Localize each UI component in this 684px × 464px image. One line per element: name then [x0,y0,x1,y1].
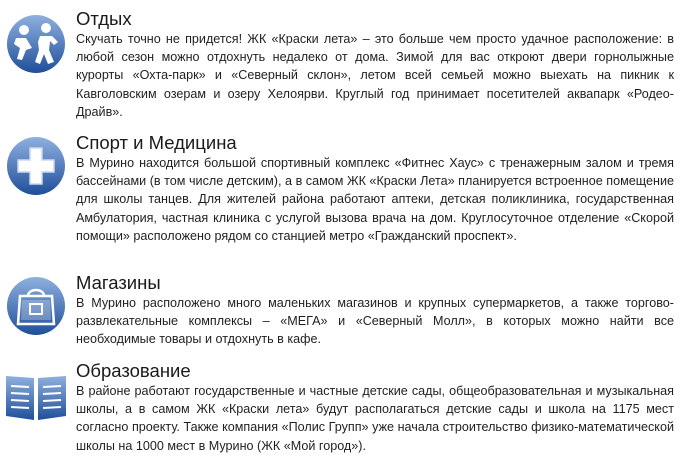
section-title: Спорт и Медицина [76,132,237,153]
people-rest-icon [4,12,68,76]
section-title: Отдых [76,8,132,29]
section-title: Образование [76,360,191,381]
open-book-icon [4,364,68,428]
section-text: Скучать точно не придется! ЖК «Краски лета» – это больше чем просто удачное расположение: в любой сезон можно отдохнуть недалеко от дома. Зимой для вас откроют двери горнолыжные курорты «Охта-парк» и «Северный склон», летом всей семьей можно выехать на пикник к Кавголовским озерам и озеру Хелоярви. Круглый год принимает посетителей аквапарк «Родео-Драйв». [76,32,674,119]
section-text: В районе работают государственные и частные детские сады, общеобразовательная и музыкальная школы, а в самом ЖК «Краски лета» будут располагаться детские сады и школа на 1175 мест согласно проекту. Также компания «Полис Групп» уже начала строительство физико-математической школы на 1000 мест в Мурино (ЖК «Мой город»). [76,384,674,453]
section-text: В Мурино расположено много маленьких магазинов и крупных супермаркетов, а также торгово-развлекательные комплексы – «МЕГА» и «Северный Молл», в которых можно найти все необходимые товары и отдохнуть в кафе. [76,296,674,347]
section-title: Магазины [76,272,161,293]
shopping-bag-icon [4,274,68,338]
section-text: В Мурино находится большой спортивный комплекс «Фитнес Хаус» с тренажерным залом и тремя бассейнами (в том числе детским), а в самом ЖК «Краски Лета» планируется встроенное помещение для школы танцев. Для жителей района работают аптеки, детская поликлиника, государственная Амбулатория, частная клиника с услугой вызова врача на дом. Круглосуточное отделение «Скорой помощи» расположено рядом со станцией метро «Гражданский проспект». [76,156,674,243]
medical-cross-icon [4,134,68,198]
